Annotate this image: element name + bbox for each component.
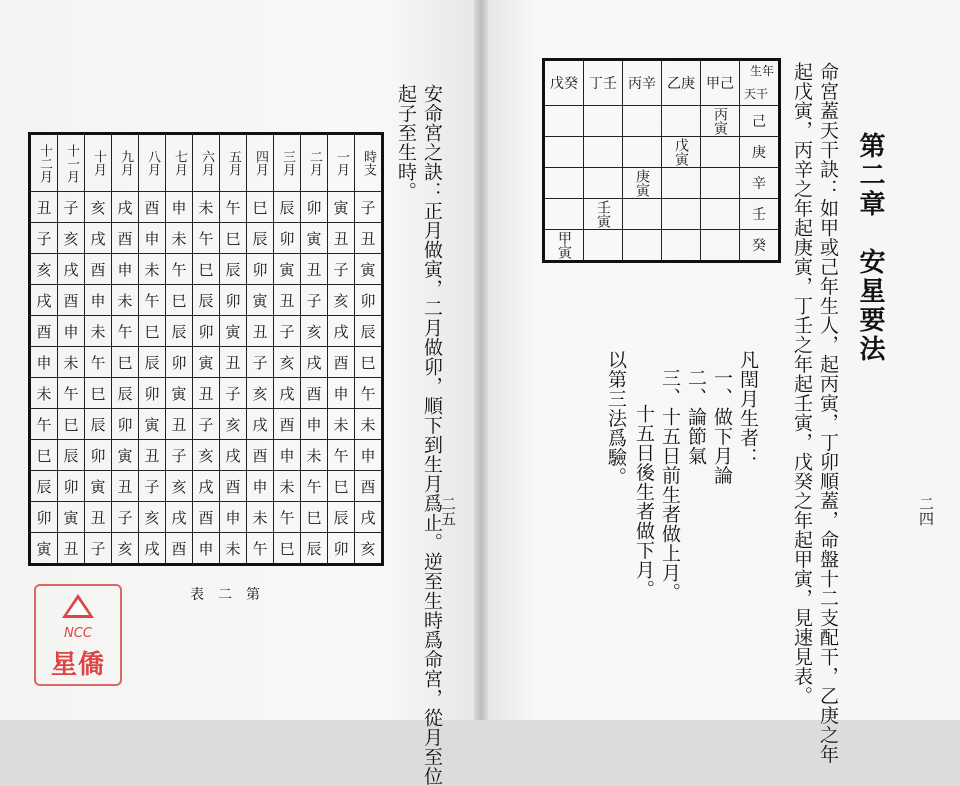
table-cell: 丑 [247, 316, 274, 347]
table-cell: 申 [112, 254, 139, 285]
stem-row [544, 168, 780, 199]
table-cell: 戌 [112, 192, 139, 223]
table-header-cell: 八月 [139, 134, 166, 192]
table-cell: 巳 [301, 502, 328, 533]
table-cell: 巳 [193, 254, 220, 285]
table-header-cell: 四月 [247, 134, 274, 192]
table-cell: 未 [274, 471, 301, 502]
table-cell: 午 [85, 347, 112, 378]
right-text-col-2: 起戊寅，丙辛之年起庚寅，丁壬之年起壬寅，戊癸之年起甲寅，見速見表。 [791, 62, 813, 706]
table-cell: 未 [328, 409, 355, 440]
stem-row [544, 106, 780, 137]
stem-row [544, 199, 780, 230]
table-cell: 卯 [328, 533, 355, 565]
stem-cell [584, 137, 623, 168]
table-cell: 未 [112, 285, 139, 316]
stem-cell [544, 106, 584, 137]
table-cell: 午 [193, 223, 220, 254]
stem-cell [623, 106, 662, 137]
table-cell: 未 [193, 192, 220, 223]
table-cell: 寅 [58, 502, 85, 533]
table-cell: 未 [30, 378, 58, 409]
table-cell: 酉 [112, 223, 139, 254]
table-cell: 戌 [355, 502, 383, 533]
table-cell: 辰 [274, 192, 301, 223]
table-cell: 戌 [301, 347, 328, 378]
stem-cell: 戊寅 [662, 137, 701, 168]
table-cell: 申 [58, 316, 85, 347]
table-cell: 午 [220, 192, 247, 223]
stem-header-row [544, 60, 780, 106]
stem-header-cell: 丙辛 [623, 60, 662, 106]
table-cell: 子 [166, 440, 193, 471]
table-cell: 丑 [328, 223, 355, 254]
table-cell: 巳 [112, 347, 139, 378]
table-cell: 丑 [30, 192, 58, 223]
stem-cell [662, 199, 701, 230]
table-cell: 子 [355, 192, 383, 223]
stem-header-cell: 戊癸 [544, 60, 584, 106]
table-cell: 丑 [274, 285, 301, 316]
stem-cell [662, 230, 701, 262]
table-cell: 酉 [220, 471, 247, 502]
stem-row [544, 137, 780, 168]
table-cell: 亥 [328, 285, 355, 316]
table-row [30, 347, 383, 378]
table-cell: 午 [274, 502, 301, 533]
table-row [30, 409, 383, 440]
left-page-number: 二五 [439, 496, 457, 526]
table-cell: 辰 [301, 533, 328, 565]
table-row [30, 316, 383, 347]
stamp-chinese: 星僑 [50, 650, 105, 680]
table-cell: 寅 [85, 471, 112, 502]
stem-cell [701, 230, 740, 262]
stem-cell [623, 199, 662, 230]
table-cell: 子 [30, 223, 58, 254]
corner-top: 生年 [749, 64, 774, 78]
table-cell: 申 [30, 347, 58, 378]
table-cell: 卯 [247, 254, 274, 285]
triangle-icon [62, 594, 94, 618]
table-cell: 丑 [166, 409, 193, 440]
table-cell: 辰 [30, 471, 58, 502]
stem-cell [623, 137, 662, 168]
table-cell: 未 [355, 409, 383, 440]
table-cell: 寅 [193, 347, 220, 378]
table-cell: 申 [85, 285, 112, 316]
table-cell: 卯 [274, 223, 301, 254]
table-cell: 申 [274, 440, 301, 471]
stem-cell: 庚寅 [623, 168, 662, 199]
table-cell: 子 [58, 192, 85, 223]
table-cell: 亥 [166, 471, 193, 502]
table-cell: 卯 [30, 502, 58, 533]
table-cell: 寅 [139, 409, 166, 440]
table-cell: 子 [220, 378, 247, 409]
table-cell: 子 [139, 471, 166, 502]
table-cell: 巳 [30, 440, 58, 471]
stem-cell [544, 137, 584, 168]
table-cell: 戌 [166, 502, 193, 533]
stem-cell: 辛 [740, 168, 780, 199]
table-cell: 丑 [301, 254, 328, 285]
table-header-row [30, 134, 383, 192]
table-header-cell: 一月 [328, 134, 355, 192]
table-row [30, 533, 383, 565]
table-cell: 卯 [112, 409, 139, 440]
table-cell: 卯 [301, 192, 328, 223]
table-cell: 午 [328, 440, 355, 471]
table-caption: 表二第 [190, 587, 274, 603]
right-text-col-7: 十五日後生者做下月。 [633, 404, 655, 599]
table-cell: 午 [166, 254, 193, 285]
right-page-number: 二四 [917, 496, 935, 526]
table-cell: 戌 [274, 378, 301, 409]
table-cell: 辰 [328, 502, 355, 533]
stem-cell [584, 168, 623, 199]
table-cell: 未 [220, 533, 247, 565]
table-cell: 丑 [58, 533, 85, 565]
table-cell: 未 [247, 502, 274, 533]
stem-header-cell: 甲己 [701, 60, 740, 106]
table-cell: 辰 [85, 409, 112, 440]
stem-cell: 癸 [740, 230, 780, 262]
table-cell: 卯 [139, 378, 166, 409]
table-cell: 寅 [247, 285, 274, 316]
table-cell: 巳 [166, 285, 193, 316]
table-cell: 子 [193, 409, 220, 440]
table-cell: 亥 [58, 223, 85, 254]
table-cell: 申 [301, 409, 328, 440]
table-cell: 巳 [328, 471, 355, 502]
table-header-cell: 十二月 [30, 134, 58, 192]
table-cell: 酉 [30, 316, 58, 347]
table-cell: 辰 [112, 378, 139, 409]
table-cell: 午 [139, 285, 166, 316]
corner-label [740, 61, 778, 105]
table-cell: 亥 [112, 533, 139, 565]
stem-table [542, 58, 781, 263]
table-cell: 辰 [247, 223, 274, 254]
table-cell: 亥 [85, 192, 112, 223]
table-cell: 戌 [193, 471, 220, 502]
table-cell: 申 [139, 223, 166, 254]
table-cell: 寅 [30, 533, 58, 565]
book-gutter [474, 0, 488, 720]
table-header-cell: 時支 [355, 134, 383, 192]
table-cell: 子 [112, 502, 139, 533]
stem-cell [701, 137, 740, 168]
table-cell: 未 [166, 223, 193, 254]
stem-cell [623, 230, 662, 262]
table-cell: 子 [328, 254, 355, 285]
table-cell: 巳 [247, 192, 274, 223]
table-cell: 辰 [355, 316, 383, 347]
table-header-cell: 二月 [301, 134, 328, 192]
table-header-cell: 三月 [274, 134, 301, 192]
table-row [30, 502, 383, 533]
table-cell: 卯 [220, 285, 247, 316]
right-text-col-5: 二、論節氣 [685, 368, 707, 466]
table-cell: 卯 [58, 471, 85, 502]
table-cell: 午 [58, 378, 85, 409]
table-cell: 酉 [274, 409, 301, 440]
table-cell: 午 [301, 471, 328, 502]
table-row [30, 223, 383, 254]
table-row [30, 192, 383, 223]
stamp-latin: NCC [64, 626, 92, 641]
left-text-col-1: 安命宮之訣：正月做寅，二月做卯，順下到生月爲止。逆至生時爲命宮，從月至位 [421, 84, 443, 786]
table-cell: 亥 [355, 533, 383, 565]
stem-header-cell: 丁壬 [584, 60, 623, 106]
table-header-cell: 九月 [112, 134, 139, 192]
table-cell: 未 [139, 254, 166, 285]
stem-cell [544, 199, 584, 230]
table-cell: 申 [166, 192, 193, 223]
table-cell: 辰 [193, 285, 220, 316]
table-cell: 未 [58, 347, 85, 378]
table-cell: 亥 [247, 378, 274, 409]
table-cell: 寅 [328, 192, 355, 223]
stem-cell [662, 168, 701, 199]
palace-table [28, 132, 384, 566]
table-header-cell: 十一月 [58, 134, 85, 192]
table-cell: 巳 [85, 378, 112, 409]
table-cell: 丑 [85, 502, 112, 533]
corner-bottom: 天干 [744, 87, 769, 101]
chapter-title: 第二章 安星要法 [855, 132, 885, 364]
table-row [30, 254, 383, 285]
right-text-col-4: 一、做下月論 [711, 368, 733, 485]
stem-cell [584, 106, 623, 137]
table-cell: 巳 [58, 409, 85, 440]
table-cell: 申 [328, 378, 355, 409]
table-cell: 酉 [301, 378, 328, 409]
table-cell: 戌 [85, 223, 112, 254]
table-cell: 戌 [58, 254, 85, 285]
table-row [30, 285, 383, 316]
ncc-stamp-logo [34, 584, 122, 686]
table-cell: 巳 [220, 223, 247, 254]
table-cell: 丑 [193, 378, 220, 409]
table-cell: 未 [85, 316, 112, 347]
table-cell: 酉 [58, 285, 85, 316]
table-cell: 亥 [301, 316, 328, 347]
right-text-col-1: 命宮蓋天干訣：如甲或己年生人，起丙寅，丁卯順蓋，命盤十二支配干，乙庚之年 [817, 62, 839, 764]
table-cell: 亥 [139, 502, 166, 533]
table-cell: 戌 [30, 285, 58, 316]
table-cell: 辰 [166, 316, 193, 347]
stem-row [544, 230, 780, 262]
table-cell: 戌 [247, 409, 274, 440]
stem-cell: 甲寅 [544, 230, 584, 262]
table-cell: 丑 [355, 223, 383, 254]
table-header-cell: 五月 [220, 134, 247, 192]
right-text-col-6: 三、十五日前生者做上月。 [659, 368, 681, 602]
table-cell: 卯 [166, 347, 193, 378]
table-cell: 酉 [247, 440, 274, 471]
table-cell: 亥 [220, 409, 247, 440]
table-cell: 巳 [274, 533, 301, 565]
table-row [30, 471, 383, 502]
table-cell: 辰 [220, 254, 247, 285]
table-cell: 申 [220, 502, 247, 533]
table-cell: 午 [355, 378, 383, 409]
stem-cell: 丙寅 [701, 106, 740, 137]
table-cell: 未 [301, 440, 328, 471]
table-cell: 酉 [355, 471, 383, 502]
table-header-cell: 六月 [193, 134, 220, 192]
stem-cell [584, 230, 623, 262]
table-cell: 丑 [139, 440, 166, 471]
table-cell: 子 [85, 533, 112, 565]
table-cell: 卯 [85, 440, 112, 471]
table-cell: 午 [30, 409, 58, 440]
stem-cell [701, 199, 740, 230]
table-cell: 申 [193, 533, 220, 565]
table-row [30, 440, 383, 471]
table-cell: 寅 [220, 316, 247, 347]
table-cell: 寅 [355, 254, 383, 285]
stem-cell [662, 106, 701, 137]
table-cell: 辰 [139, 347, 166, 378]
table-cell: 亥 [193, 440, 220, 471]
table-header-cell: 十月 [85, 134, 112, 192]
table-cell: 丑 [112, 471, 139, 502]
table-cell: 寅 [301, 223, 328, 254]
right-text-col-8: 以第三法爲驗。 [605, 350, 627, 487]
table-cell: 子 [301, 285, 328, 316]
table-cell: 申 [355, 440, 383, 471]
table-cell: 午 [247, 533, 274, 565]
stem-header-cell: 乙庚 [662, 60, 701, 106]
table-cell: 子 [274, 316, 301, 347]
table-cell: 戌 [139, 533, 166, 565]
table-cell: 酉 [193, 502, 220, 533]
table-cell: 卯 [193, 316, 220, 347]
table-cell: 戌 [220, 440, 247, 471]
table-header-cell: 七月 [166, 134, 193, 192]
left-text-col-2: 起子至生時。 [395, 84, 417, 201]
table-cell: 申 [247, 471, 274, 502]
table-cell: 酉 [166, 533, 193, 565]
stem-cell: 壬 [740, 199, 780, 230]
table-cell: 巳 [355, 347, 383, 378]
table-cell: 酉 [139, 192, 166, 223]
stem-cell: 庚 [740, 137, 780, 168]
right-text-col-3: 凡閏月生者： [737, 350, 759, 467]
table-cell: 戌 [328, 316, 355, 347]
table-cell: 巳 [139, 316, 166, 347]
table-cell: 寅 [112, 440, 139, 471]
table-cell: 午 [112, 316, 139, 347]
table-cell: 辰 [58, 440, 85, 471]
table-cell: 亥 [30, 254, 58, 285]
table-cell: 亥 [274, 347, 301, 378]
stem-cell: 己 [740, 106, 780, 137]
table-cell: 丑 [220, 347, 247, 378]
table-cell: 酉 [328, 347, 355, 378]
corner-cell [740, 60, 780, 106]
stem-cell [544, 168, 584, 199]
table-row [30, 378, 383, 409]
table-cell: 酉 [85, 254, 112, 285]
stem-cell [701, 168, 740, 199]
table-cell: 寅 [274, 254, 301, 285]
table-cell: 卯 [355, 285, 383, 316]
table-cell: 子 [247, 347, 274, 378]
table-cell: 寅 [166, 378, 193, 409]
stem-cell: 壬寅 [584, 199, 623, 230]
